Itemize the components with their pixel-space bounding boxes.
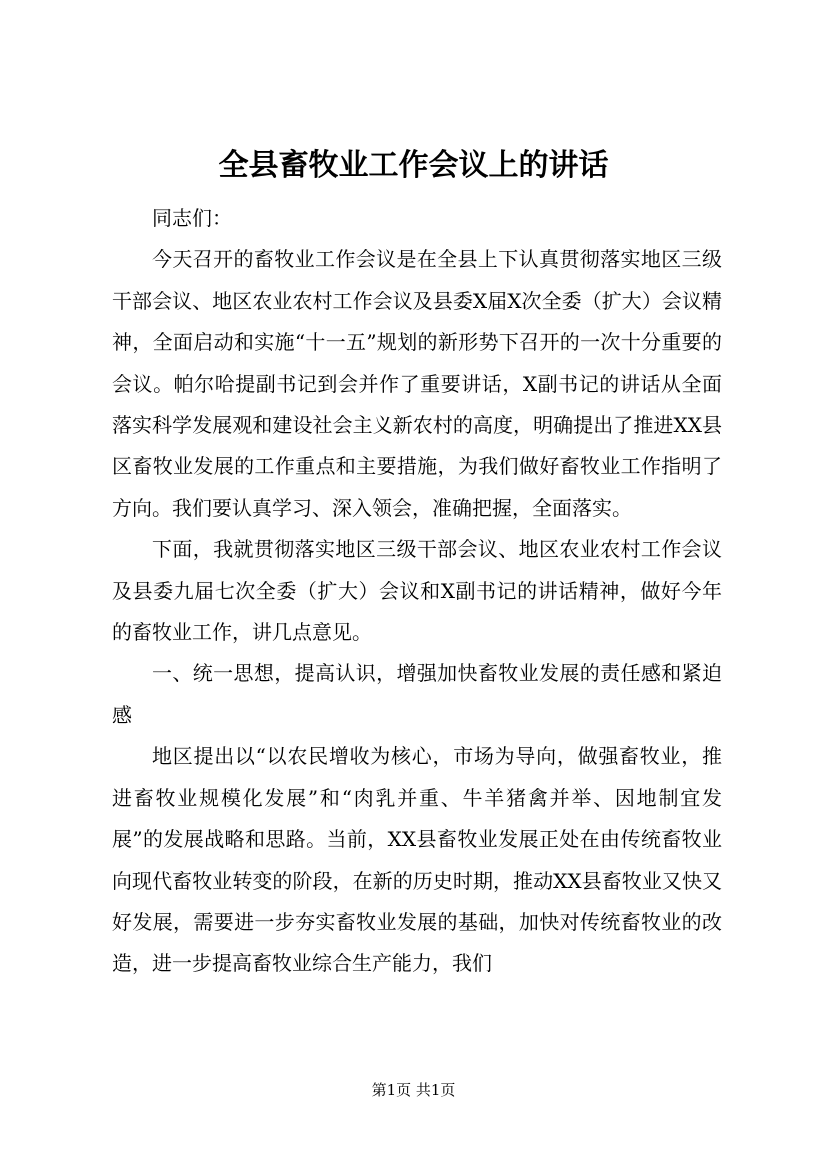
paragraph-opening: 今天召开的畜牧业工作会议是在全县上下认真贯彻落实地区三级干部会议、地区农业农村工作会议及县委X届X次全委（扩大）会议精神，全面启动和实施“十一五”规划的新形势下召开的一次十分重要的会议。帕尔哈提副书记到会并作了重要讲话，X副书记的讲话从全面落实科学发展观和建设社会主义新农村的高度，明确提出了推进XX县区畜牧业发展的工作重点和主要措施，为我们做好畜牧业工作指明了方向。我们要认真学习、深入领会，准确把握，全面落实。 — [112, 247, 722, 520]
document-body — [112, 198, 722, 985]
page-footer: 第1页 共1页 — [371, 1081, 456, 1099]
section-heading-1: 一、统一思想，提高认识，增强加快畜牧业发展的责任感和紧迫感 — [112, 661, 722, 727]
paragraph-intro: 下面，我就贯彻落实地区三级干部会议、地区农业农村工作会议及县委九届七次全委（扩大）会议和X副书记的讲话精神，做好今年的畜牧业工作，讲几点意见。 — [112, 537, 722, 645]
document-title: 全县畜牧业工作会议上的讲话 — [218, 148, 609, 183]
paragraph-section-1: 地区提出以“以农民增收为核心，市场为导向，做强畜牧业，推进畜牧业规模化发展”和“肉乳并重、牛羊猪禽并举、因地制宜发展”的发展战略和思路。当前，XX县畜牧业发展正处在由传统畜牧业向现代畜牧业转变的阶段，在新的历史时期，推动XX县畜牧业又快又好发展，需要进一步夯实畜牧业发展的基础，加快对传统畜牧业的改造，进一步提高畜牧业综合生产能力，我们 — [112, 744, 722, 976]
salutation: 同志们： — [152, 206, 232, 230]
